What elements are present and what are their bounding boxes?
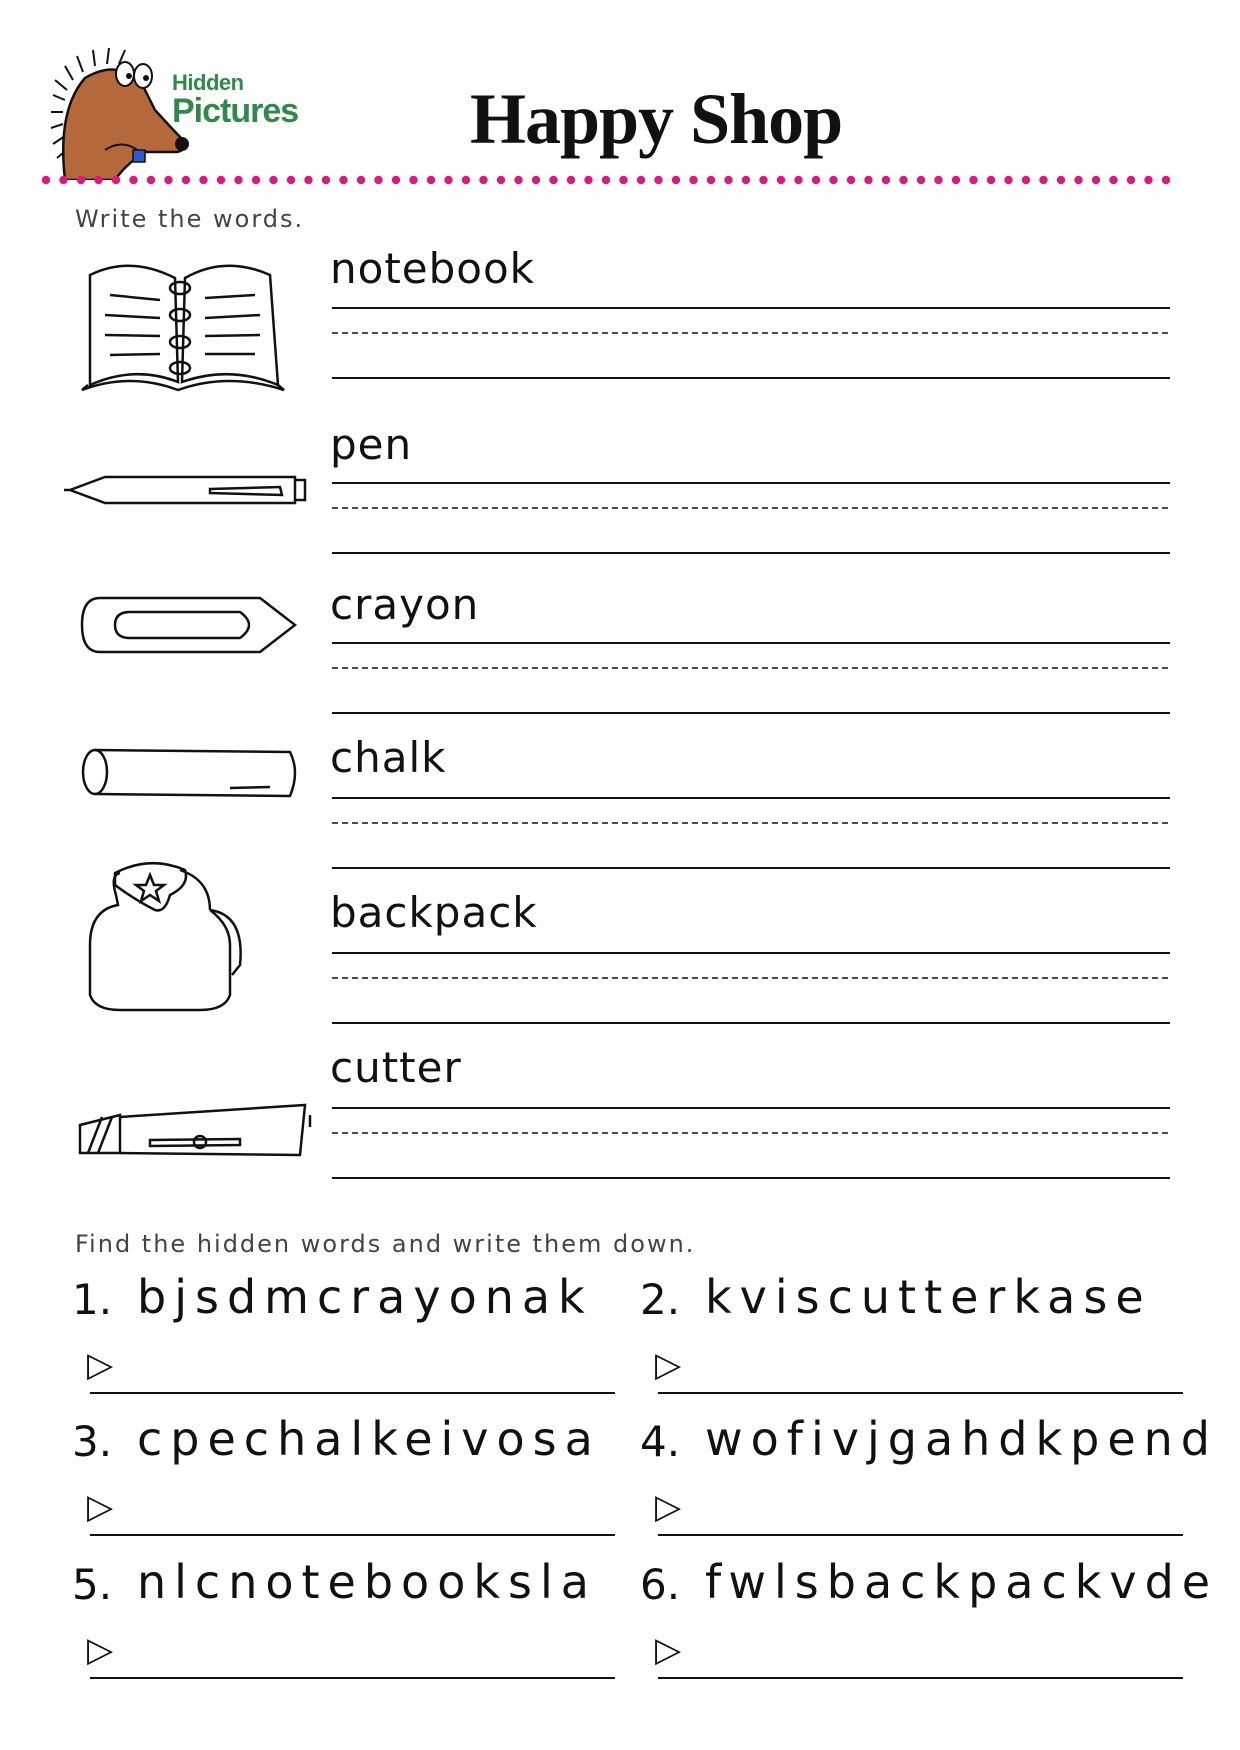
answer-line-4[interactable] <box>658 1534 1183 1536</box>
puzzle-letters-1: bjsdmcrayonak <box>137 1270 593 1324</box>
puzzle-number-4: 4. <box>640 1417 681 1466</box>
word-label-backpack: backpack <box>330 888 538 937</box>
logo-line-1: Hidden <box>172 70 244 95</box>
answer-arrow-5: ▷ <box>87 1630 114 1670</box>
page-title: Happy Shop <box>470 79 843 159</box>
word-label-chalk: chalk <box>330 733 447 782</box>
answer-line-6[interactable] <box>658 1677 1183 1679</box>
word-label-notebook: notebook <box>330 244 535 293</box>
answer-arrow-4: ▷ <box>655 1487 682 1527</box>
puzzle-letters-6: fwlsbackpackvde <box>705 1555 1219 1609</box>
logo-line-2: Pictures <box>172 92 299 130</box>
puzzle-number-3: 3. <box>72 1417 113 1466</box>
answer-arrow-3: ▷ <box>87 1487 114 1527</box>
answer-arrow-2: ▷ <box>655 1345 682 1385</box>
puzzle-number-1: 1. <box>72 1275 113 1324</box>
puzzle-letters-3: cpechalkeivosa <box>137 1412 601 1466</box>
puzzle-number-5: 5. <box>72 1560 113 1609</box>
answer-line-2[interactable] <box>658 1392 1183 1394</box>
find-instruction: Find the hidden words and write them down. <box>75 1230 696 1258</box>
word-label-crayon: crayon <box>330 580 480 629</box>
word-label-pen: pen <box>330 420 413 469</box>
answer-arrow-1: ▷ <box>87 1345 114 1385</box>
puzzle-number-2: 2. <box>640 1275 681 1324</box>
answer-line-1[interactable] <box>90 1392 615 1394</box>
write-instruction: Write the words. <box>75 205 305 233</box>
answer-line-5[interactable] <box>90 1677 615 1679</box>
puzzle-letters-4: wofivjgahdkpend <box>705 1412 1218 1466</box>
puzzle-number-6: 6. <box>640 1560 681 1609</box>
puzzle-letters-5: nlcnotebooksla <box>137 1555 597 1609</box>
word-label-cutter: cutter <box>330 1043 462 1092</box>
answer-line-3[interactable] <box>90 1534 615 1536</box>
puzzle-letters-2: kviscutterkase <box>705 1270 1152 1324</box>
answer-arrow-6: ▷ <box>655 1630 682 1670</box>
